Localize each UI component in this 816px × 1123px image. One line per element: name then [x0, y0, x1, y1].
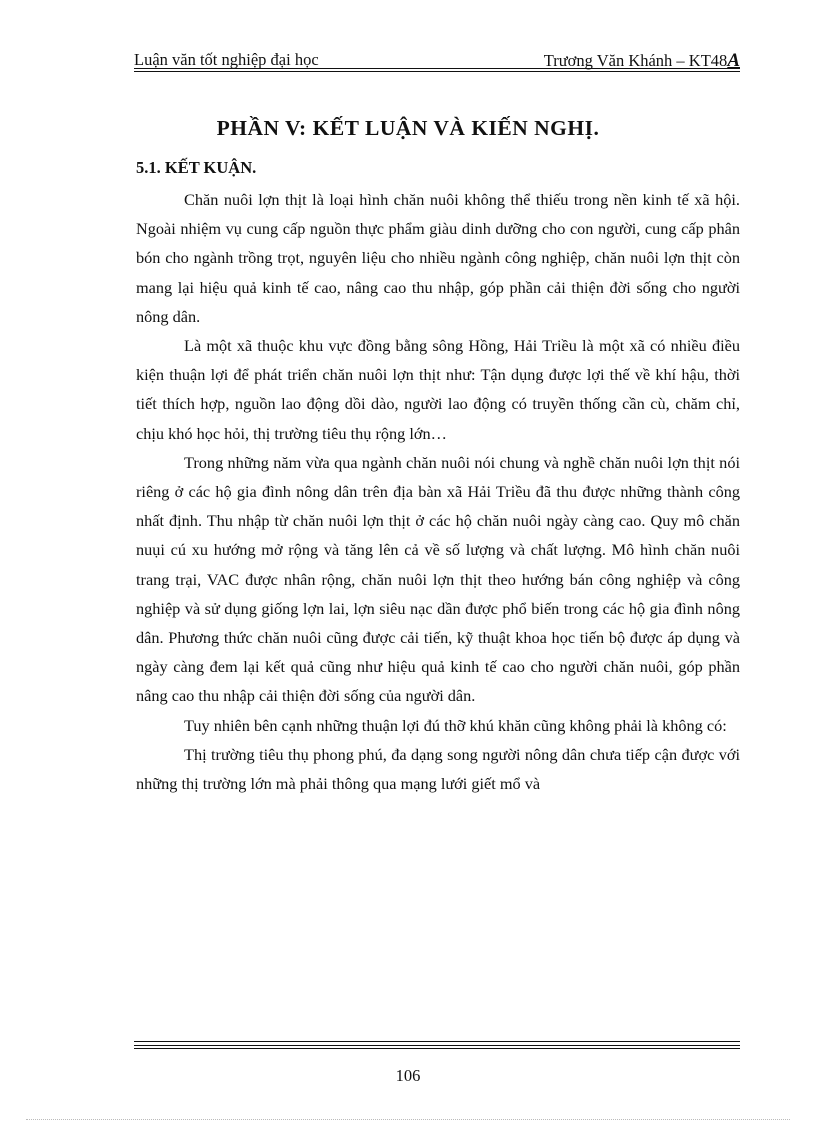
header-class-suffix: A: [727, 50, 740, 71]
paragraph: Tuy nhiên bên cạnh những thuận lợi đú thỡ khú khăn cũng không phải là không có:: [184, 715, 727, 735]
footer-rule: [134, 1045, 740, 1046]
body-text: [136, 185, 740, 798]
section-heading: 5.1. KẾT KUẬN.: [136, 158, 257, 177]
paragraph: Là một xã thuộc khu vực đồng bằng sông Hồng, Hải Triều là một xã có nhiều điều kiện thuận lợi để phát triển chăn nuôi lợn thịt như: Tận dụng được lợi thế về khí hậu, thời tiết thích hợp, nguồn lao động dồi dào, người lao động có truyền thống cần cù, chăm chỉ, chịu khó học hỏi, thị trường tiêu thụ rộng lớn…: [136, 336, 740, 443]
chapter-title: PHẦN V: KẾT LUẬN VÀ KIẾN NGHỊ.: [216, 116, 600, 140]
paragraph: Trong những năm vừa qua ngành chăn nuôi nói chung và nghề chăn nuôi lợn thịt nói riêng ở các hộ gia đình nông dân trên địa bàn xã Hải Triều đã thu được những thành công nhất định. Thu nhập từ chăn nuôi lợn thịt ở các hộ chăn nuôi ngày càng cao. Quy mô chăn nuụi cú xu hướng mở rộng và tăng lên cả về số lượng và chất lượng. Mô hình chăn nuôi trang trại, VAC được nhân rộng, chăn nuôi lợn thịt theo hướng bán công nghiệp và công nghiệp và sử dụng giống lợn lai, lợn siêu nạc dần được phổ biến trong các hộ gia đình nông dân. Phương thức chăn nuôi cũng được cải tiến, kỹ thuật khoa học tiến bộ được áp dụng và ngày càng đem lại kết quả cũng như hiệu quả kinh tế cao cho người chăn nuôi, góp phần nâng cao thu nhập cải thiện đời sống của người dân.: [136, 452, 740, 706]
paragraph: Thị trường tiêu thụ phong phú, đa dạng song người nông dân chưa tiếp cận được với những thị trường lớn mà phải thông qua mạng lưới giết mổ và: [136, 744, 740, 794]
footer-rule: [134, 1048, 740, 1049]
header-rule: [134, 71, 740, 72]
footer-rule: [134, 1041, 740, 1042]
header-thesis-label: Luận văn tốt nghiệp đại học: [134, 50, 319, 69]
header-author-name: Trương Văn Khánh – KT48: [543, 51, 728, 70]
paragraph: Chăn nuôi lợn thịt là loại hình chăn nuôi không thể thiếu trong nền kinh tế xã hội. Ngoài nhiệm vụ cung cấp nguồn thực phẩm giàu dinh dưỡng cho con người, cung cấp phân bón cho ngành trồng trọt, nguyên liệu cho nhiều ngành công nghiệp, chăn nuôi lợn thịt còn mang lại hiệu quả kinh tế cao, nâng cao thu nhập, góp phần cải thiện đời sống cho người nông dân.: [136, 190, 740, 326]
page-number: 106: [395, 1066, 421, 1085]
page-header: [134, 48, 740, 70]
page-border: [26, 1119, 790, 1120]
header-rule: [134, 68, 740, 69]
